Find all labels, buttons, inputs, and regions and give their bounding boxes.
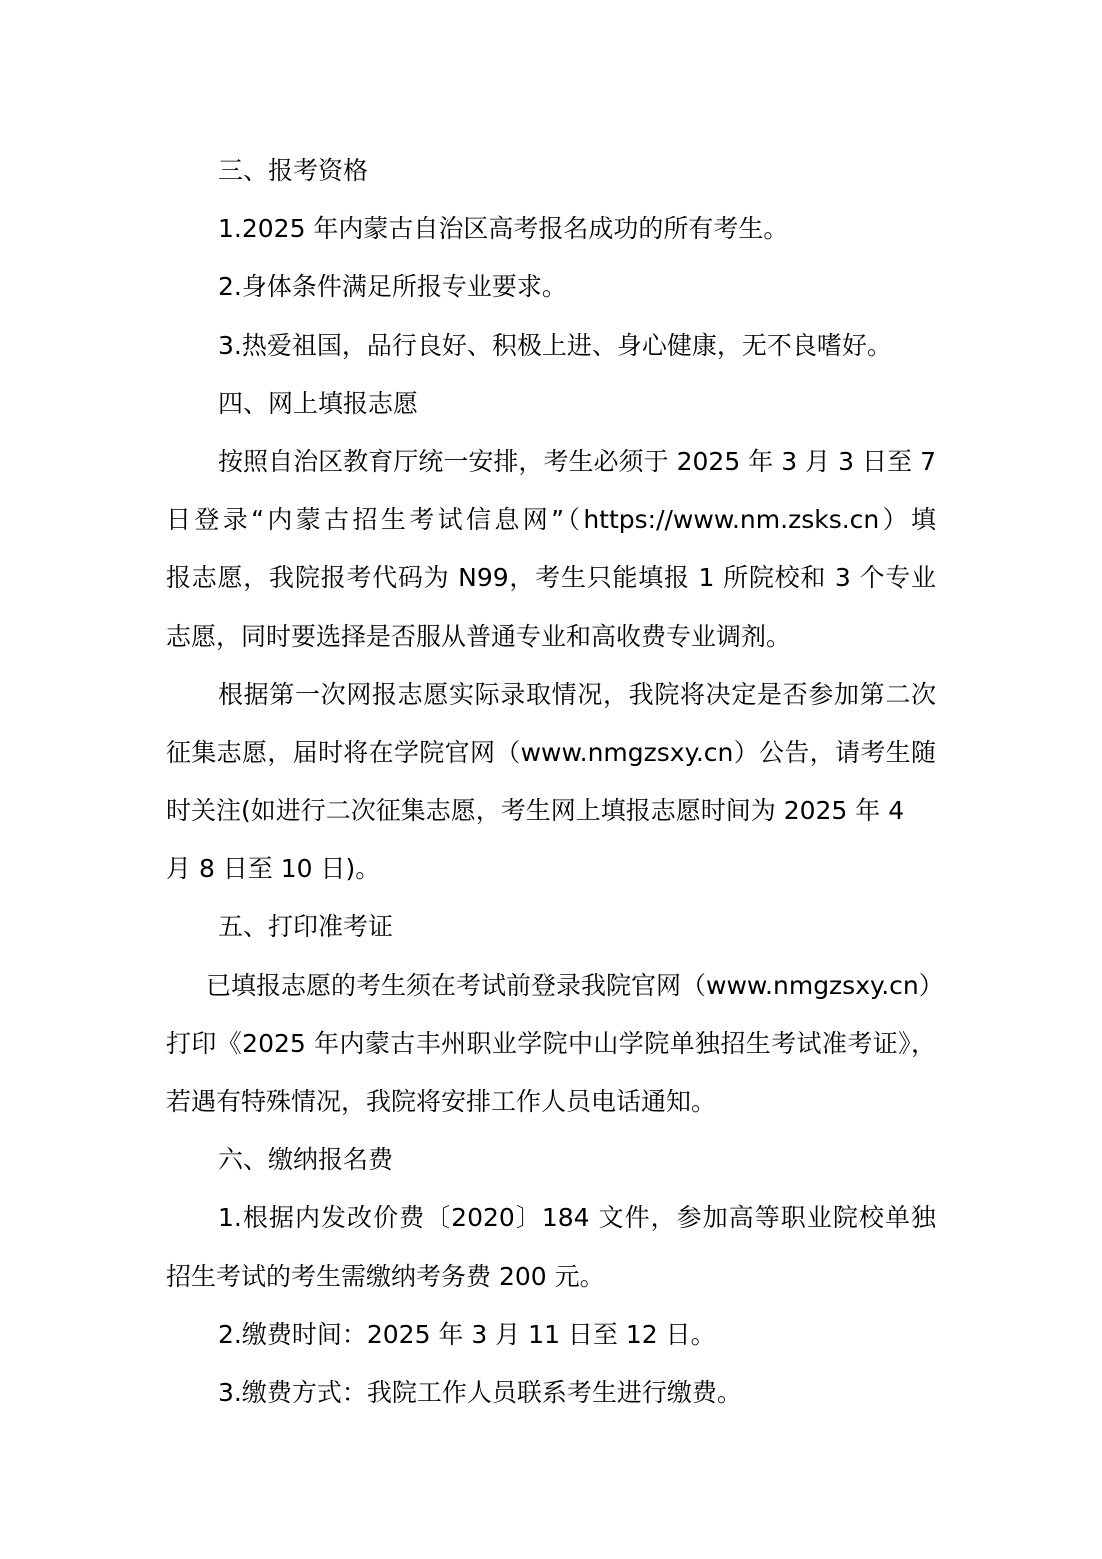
section-heading-online-application: 四、网上填报志愿 (218, 388, 419, 418)
online-application-line-4: 志愿，同时要选择是否服从普通专业和高收费专业调剂。 (166, 621, 792, 651)
fee-item-1-line-2: 招生考试的考生需缴纳考务费 200 元。 (166, 1261, 605, 1291)
second-round-line-2: 征集志愿，届时将在学院官网（www.nmgzsxy.cn）公告，请考生随 (166, 737, 936, 767)
second-round-line-4: 月 8 日至 10 日)。 (166, 854, 381, 884)
admission-ticket-line-1: 已填报志愿的考生须在考试前登录我院官网（www.nmgzsxy.cn） (206, 970, 944, 1000)
second-round-line-1: 根据第一次网报志愿实际录取情况，我院将决定是否参加第二次 (218, 679, 936, 709)
eligibility-item-1: 1.2025 年内蒙古自治区高考报名成功的所有考生。 (218, 214, 789, 244)
section-heading-eligibility: 三、报考资格 (218, 156, 369, 185)
fee-item-2: 2.缴费时间：2025 年 3 月 11 日至 12 日。 (218, 1319, 716, 1349)
admission-ticket-line-2: 打印《2025 年内蒙古丰州职业学院中山学院单独招生考试准考证》， (166, 1028, 936, 1058)
eligibility-item-3: 3.热爱祖国，品行良好、积极上进、身心健康，无不良嗜好。 (218, 330, 892, 360)
fee-item-3: 3.缴费方式：我院工作人员联系考生进行缴费。 (218, 1377, 742, 1407)
section-heading-fee: 六、缴纳报名费 (218, 1145, 394, 1175)
online-application-line-2: 日登录“内蒙古招生考试信息网”（https://www.nm.zsks.cn）填 (166, 505, 936, 535)
section-heading-admission-ticket: 五、打印准考证 (218, 912, 394, 942)
fee-item-1-line-1: 1.根据内发改价费〔2020〕184 文件，参加高等职业院校单独 (218, 1203, 936, 1233)
online-application-line-3: 报志愿，我院报考代码为 N99，考生只能填报 1 所院校和 3 个专业 (166, 563, 936, 593)
online-application-line-1: 按照自治区教育厅统一安排，考生必须于 2025 年 3 月 3 日至 7 (218, 446, 936, 476)
eligibility-item-2: 2.身体条件满足所报专业要求。 (218, 272, 567, 302)
admission-ticket-line-3: 若遇有特殊情况，我院将安排工作人员电话通知。 (166, 1087, 717, 1116)
document-page (166, 142, 944, 1422)
second-round-line-3: 时关注(如进行二次征集志愿，考生网上填报志愿时间为 2025 年 4 (166, 796, 905, 826)
